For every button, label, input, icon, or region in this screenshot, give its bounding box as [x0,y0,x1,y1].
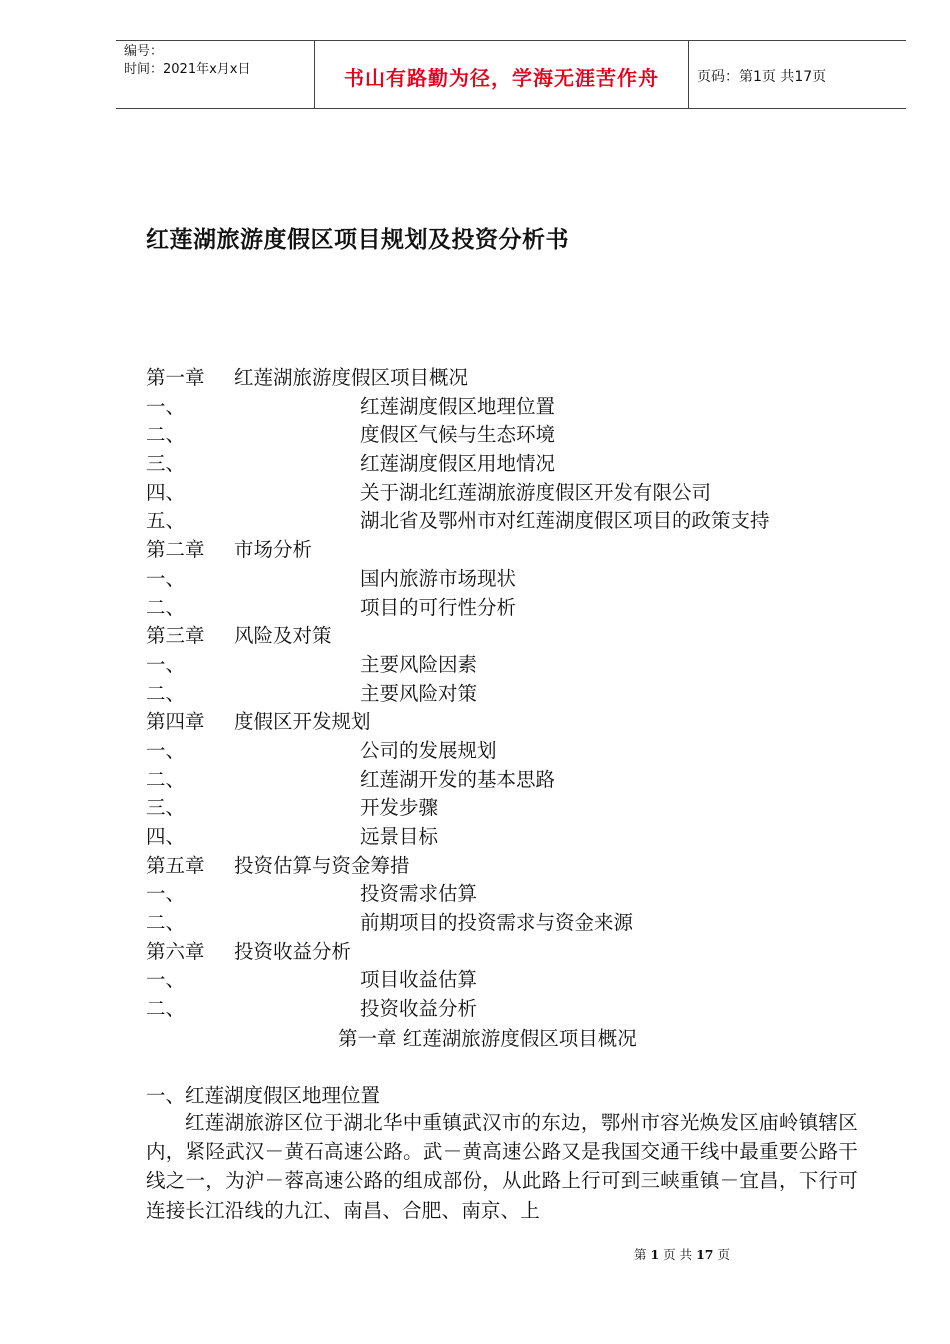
page-label: 页码：第1页 共17页 [697,68,827,85]
header-info-cell [116,41,315,108]
toc-number: 三、 [146,452,186,476]
toc-item [146,737,866,766]
toc-item [146,450,866,479]
toc-text: 市场分析 [234,538,313,562]
toc-item [146,565,866,594]
toc-text: 红莲湖开发的基本思路 [360,767,556,791]
toc-number: 二、 [146,911,186,935]
toc-text: 红莲湖度假区用地情况 [360,452,556,476]
table-of-contents [146,364,866,1024]
toc-number: 四、 [146,825,186,848]
toc-item [146,594,866,623]
toc-number: 二、 [146,997,186,1021]
toc-text: 开发步骤 [360,796,439,820]
toc-number: 一、 [146,882,186,906]
toc-item [146,966,866,995]
toc-number: 第六章 [146,939,205,963]
toc-item [146,651,866,680]
toc-number: 一、 [146,968,186,992]
toc-number: 一、 [146,738,186,762]
toc-chapter [146,938,866,967]
toc-chapter [146,708,866,737]
toc-text: 风险及对策 [234,624,332,648]
toc-number: 二、 [146,767,186,791]
toc-item [146,794,866,823]
toc-text: 投资需求估算 [360,882,478,906]
toc-text: 项目的可行性分析 [360,595,517,619]
page-header [116,40,906,109]
toc-number: 二、 [146,681,186,705]
footer-prefix: 第 [634,1247,651,1262]
toc-number: 一、 [146,566,186,590]
motto-text: 书山有路勤为径，学海无涯苦作舟 [344,66,659,90]
time-label: 时间：2021年x月x日 [124,62,251,77]
toc-number: 二、 [146,595,186,619]
toc-number: 第一章 [146,366,205,389]
toc-text: 公司的发展规划 [360,738,497,762]
toc-number: 第四章 [146,710,205,734]
toc-text: 主要风险因素 [360,652,478,676]
toc-number: 第五章 [146,853,205,877]
footer-total-pages: 17 [696,1247,714,1262]
toc-number: 一、 [146,652,186,676]
toc-number: 三、 [146,796,186,820]
toc-text: 湖北省及鄂州市对红莲湖度假区项目的政策支持 [360,509,770,533]
toc-number: 五、 [146,509,186,533]
body-paragraph: 红莲湖旅游区位于湖北华中重镇武汉市的东边，鄂州市容光焕发区庙岭镇辖区内，紧陉武汉－黄石高速公路。武－黄高速公路又是我国交通干线中最重要公路干线之一，为沪－蓉高速公路的组成部份，从此路上行可到三峡重镇－宜昌，下行可连接长江沿线的九江、南昌、合肥、南京、上 [146,1111,858,1222]
toc-chapter [146,364,866,393]
toc-text: 度假区气候与生态环境 [360,423,556,447]
footer-mid: 页 共 [659,1247,697,1262]
toc-number: 第三章 [146,624,205,648]
toc-text: 红莲湖旅游度假区项目概况 [234,366,469,389]
toc-item [146,995,866,1024]
toc-chapter [146,622,866,651]
toc-text: 投资估算与资金筹措 [234,853,410,877]
document-title: 红莲湖旅游度假区项目规划及投资分析书 [146,227,569,253]
toc-text: 主要风险对策 [360,681,478,705]
footer-page-number: 1 [650,1247,660,1262]
header-page-cell [689,41,906,108]
toc-text: 红莲湖度假区地理位置 [360,394,556,418]
toc-item [146,909,866,938]
toc-text: 远景目标 [360,825,439,848]
toc-item [146,479,866,508]
toc-text: 度假区开发规划 [234,710,371,734]
toc-item [146,823,866,852]
toc-text: 国内旅游市场现状 [360,566,517,590]
toc-number: 一、 [146,394,186,418]
toc-number: 第二章 [146,538,205,562]
toc-text: 投资收益分析 [360,997,478,1021]
toc-item [146,393,866,422]
toc-item [146,680,866,709]
header-motto-cell [315,41,689,108]
section-title: 第一章 红莲湖旅游度假区项目概况 [338,1027,637,1050]
toc-text: 项目收益估算 [360,968,478,992]
toc-number: 四、 [146,480,186,504]
toc-text: 关于湖北红莲湖旅游度假区开发有限公司 [360,480,712,504]
section-subtitle: 一、红莲湖度假区地理位置 [146,1084,381,1107]
toc-text: 投资收益分析 [234,939,352,963]
toc-chapter [146,536,866,565]
toc-item [146,880,866,909]
footer-suffix: 页 [713,1247,730,1262]
code-label: 编号： [124,44,164,59]
toc-text: 前期项目的投资需求与资金来源 [360,911,634,935]
toc-number: 二、 [146,423,186,447]
toc-chapter [146,852,866,881]
toc-item [146,507,866,536]
toc-item [146,421,866,450]
page-footer [634,1245,730,1263]
toc-item [146,766,866,795]
